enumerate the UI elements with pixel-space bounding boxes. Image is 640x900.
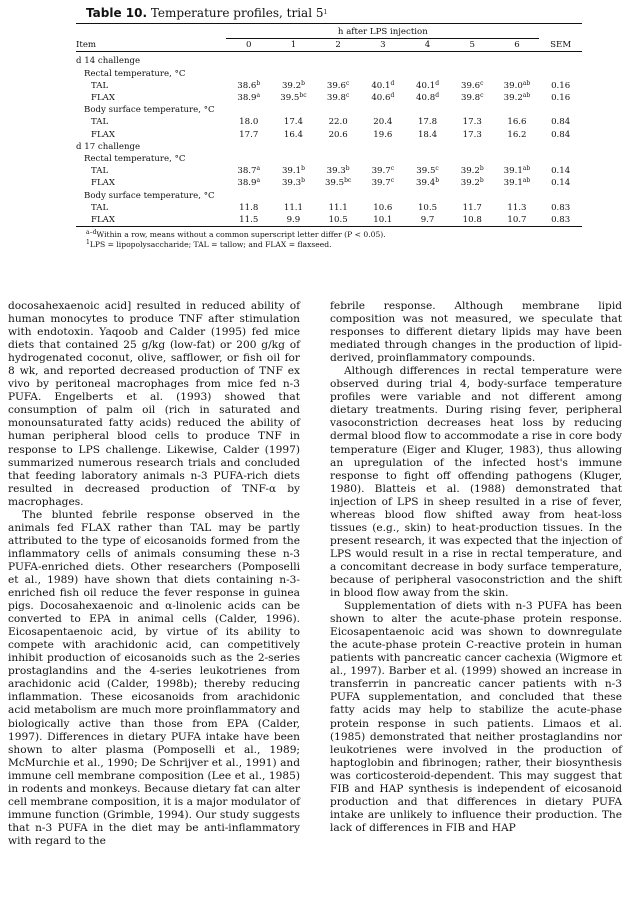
hour-header-4: 4 bbox=[424, 40, 431, 51]
value-superscript: d bbox=[435, 92, 440, 100]
measure-label: Body surface temperature, °C bbox=[84, 105, 215, 116]
hour-header-1: 1 bbox=[290, 40, 297, 51]
hour-header-3: 3 bbox=[380, 40, 386, 51]
paragraph: Although differences in rectal temperature were observed during trial 4, body-surface temperature profiles were variable and not different among dietary treatments. During rising fever, peripheral vasoconstriction decreases heat loss by reducing dermal blood flow to accommodate a rise in core body temperature (Eiger and Kluger, 1983), thus allowing an upregulation of the infected host's immune response to fight off offending pathogens (Kluger, 1980). Blatteis et al. (1988) demonstrated that injection of LPS in sheep resulted in a rise of fever, whereas blood flow shifted away from heat-loss tissues (e.g., skin) to heat-production tissues. In the present research, it was expected that the injection of LPS would result in a rise in rectal temperature, and a concomitant decrease in body surface temperature, because of peripheral vasoconstriction and the shift in blood flow away from the skin. bbox=[330, 365, 622, 600]
diet-label: TAL bbox=[91, 117, 109, 128]
value-cell bbox=[450, 165, 495, 177]
value-number: 38.9 bbox=[237, 178, 257, 189]
item-header: Item bbox=[76, 40, 97, 51]
sem-value: 0.84 bbox=[551, 117, 571, 128]
value-cell bbox=[450, 129, 495, 141]
table-title-text: Temperature profiles, trial 5 bbox=[150, 6, 324, 20]
value-number: 39.5 bbox=[280, 93, 300, 104]
value-cell bbox=[450, 92, 495, 104]
value-number: 17.8 bbox=[417, 117, 438, 128]
sem-value: 0.16 bbox=[551, 93, 571, 104]
value-number: 39.3 bbox=[281, 178, 302, 189]
value-number: 17.4 bbox=[283, 117, 303, 128]
value-cell bbox=[226, 92, 271, 104]
value-number: 39.6 bbox=[326, 80, 347, 91]
value-number: 10.8 bbox=[462, 215, 482, 226]
value-number: 39.7 bbox=[371, 166, 391, 177]
section-heading: d 14 challenge bbox=[76, 56, 141, 67]
value-number: 38.9 bbox=[237, 93, 257, 104]
hour-header-6: 6 bbox=[514, 40, 520, 51]
value-number: 20.4 bbox=[373, 117, 393, 128]
value-superscript: ab bbox=[522, 79, 531, 87]
measure-label: Rectal temperature, °C bbox=[84, 154, 186, 165]
sem-value: 0.84 bbox=[551, 129, 571, 140]
value-cell bbox=[271, 177, 316, 189]
value-superscript: c bbox=[435, 165, 439, 173]
table-grid bbox=[76, 24, 582, 226]
diet-label: TAL bbox=[91, 166, 109, 177]
sem-value: 0.83 bbox=[551, 215, 571, 226]
value-number: 11.7 bbox=[462, 202, 482, 213]
value-number: 18.4 bbox=[417, 129, 438, 140]
table-row bbox=[76, 202, 582, 214]
value-number: 39.5 bbox=[416, 166, 436, 177]
value-cell bbox=[226, 129, 271, 141]
value-superscript: d bbox=[435, 79, 440, 87]
section-row bbox=[76, 141, 582, 153]
section-row bbox=[76, 52, 582, 68]
table-title bbox=[86, 6, 582, 21]
value-number: 16.6 bbox=[507, 117, 527, 128]
measure-row bbox=[76, 68, 582, 80]
value-number: 39.2 bbox=[503, 93, 523, 104]
footnote-2-text: LPS = lipopolysaccharide; TAL = tallow; and FLAX = flaxseed. bbox=[89, 240, 332, 250]
value-number: 10.1 bbox=[373, 215, 393, 226]
value-number: 39.1 bbox=[503, 178, 523, 189]
footnote-1-mark: a–d bbox=[86, 229, 97, 237]
value-number: 39.1 bbox=[503, 166, 523, 177]
table-row bbox=[76, 129, 582, 141]
measure-label: Body surface temperature, °C bbox=[84, 190, 215, 201]
footnote-1-text: Within a row, means without a common superscript letter differ (P < 0.05). bbox=[96, 230, 386, 240]
value-cell bbox=[226, 116, 271, 128]
value-cell bbox=[450, 177, 495, 189]
value-number: 39.2 bbox=[460, 178, 480, 189]
value-cell bbox=[271, 214, 316, 226]
table-row bbox=[76, 92, 582, 104]
sem-value: 0.16 bbox=[551, 80, 571, 91]
table-row bbox=[76, 80, 582, 92]
value-cell bbox=[271, 129, 316, 141]
hour-header-2: 2 bbox=[335, 40, 341, 51]
table-bottom-rule bbox=[76, 226, 582, 227]
table-footnote-2 bbox=[76, 240, 582, 250]
diet-label: TAL bbox=[91, 80, 109, 91]
value-number: 39.7 bbox=[371, 178, 391, 189]
value-cell bbox=[495, 214, 540, 226]
value-number: 9.9 bbox=[286, 215, 301, 226]
value-number: 39.2 bbox=[281, 80, 302, 91]
measure-row bbox=[76, 190, 582, 202]
value-number: 11.3 bbox=[507, 202, 527, 213]
value-cell bbox=[360, 129, 405, 141]
value-number: 38.6 bbox=[237, 80, 257, 91]
value-cell bbox=[271, 202, 316, 214]
measure-row bbox=[76, 153, 582, 165]
value-cell bbox=[226, 202, 271, 214]
value-cell bbox=[360, 80, 405, 92]
right-text-column bbox=[330, 300, 622, 835]
sem-value: 0.83 bbox=[551, 202, 571, 213]
value-cell bbox=[360, 177, 405, 189]
value-cell bbox=[360, 116, 405, 128]
value-superscript: bc bbox=[344, 177, 352, 185]
value-number: 16.2 bbox=[507, 129, 527, 140]
diet-label: FLAX bbox=[91, 129, 115, 140]
value-cell bbox=[316, 80, 361, 92]
value-cell bbox=[405, 177, 450, 189]
value-cell bbox=[271, 80, 316, 92]
value-cell bbox=[495, 177, 540, 189]
table-row bbox=[76, 165, 582, 177]
hour-header-5: 5 bbox=[469, 40, 475, 51]
value-number: 9.7 bbox=[420, 215, 435, 226]
value-number: 39.0 bbox=[503, 80, 523, 91]
value-superscript: ab bbox=[522, 177, 531, 185]
value-number: 11.5 bbox=[239, 215, 259, 226]
value-cell bbox=[226, 214, 271, 226]
value-cell bbox=[316, 177, 361, 189]
table-label: Table 10. bbox=[86, 6, 148, 20]
value-cell bbox=[405, 214, 450, 226]
value-cell bbox=[226, 80, 271, 92]
measure-row bbox=[76, 104, 582, 116]
diet-label: TAL bbox=[91, 202, 109, 213]
left-text-column bbox=[8, 300, 300, 848]
value-cell bbox=[271, 165, 316, 177]
value-number: 19.6 bbox=[373, 129, 393, 140]
value-number: 39.8 bbox=[460, 93, 481, 104]
value-superscript: b bbox=[301, 165, 305, 173]
value-cell bbox=[316, 165, 361, 177]
value-cell bbox=[450, 202, 495, 214]
table-row bbox=[76, 116, 582, 128]
value-superscript: c bbox=[346, 79, 350, 87]
value-number: 39.4 bbox=[416, 178, 436, 189]
sem-value: 0.14 bbox=[551, 166, 571, 177]
value-number: 39.6 bbox=[460, 80, 481, 91]
sem-header: SEM bbox=[550, 40, 572, 51]
value-number: 40.8 bbox=[416, 93, 436, 104]
value-superscript: a bbox=[256, 92, 261, 100]
measure-label: Rectal temperature, °C bbox=[84, 68, 186, 79]
value-number: 18.0 bbox=[239, 117, 259, 128]
value-number: 11.8 bbox=[239, 202, 259, 213]
value-cell bbox=[226, 177, 271, 189]
section-heading: d 17 challenge bbox=[76, 141, 141, 152]
value-cell bbox=[405, 116, 450, 128]
value-cell bbox=[316, 92, 361, 104]
value-superscript: d bbox=[390, 79, 395, 87]
value-cell bbox=[360, 202, 405, 214]
diet-label: FLAX bbox=[91, 93, 115, 104]
value-cell bbox=[495, 116, 540, 128]
value-number: 40.1 bbox=[371, 80, 391, 91]
value-cell bbox=[495, 165, 540, 177]
value-superscript: b bbox=[301, 177, 305, 185]
value-number: 40.1 bbox=[416, 80, 436, 91]
value-superscript: b bbox=[256, 79, 261, 87]
value-superscript: b bbox=[301, 79, 305, 87]
value-cell bbox=[316, 202, 361, 214]
value-superscript: b bbox=[479, 165, 484, 173]
value-number: 22.0 bbox=[328, 117, 348, 128]
value-number: 38.7 bbox=[237, 166, 257, 177]
value-superscript: ab bbox=[522, 165, 531, 173]
value-number: 17.3 bbox=[462, 117, 482, 128]
value-number: 20.6 bbox=[328, 129, 348, 140]
value-number: 11.1 bbox=[328, 202, 348, 213]
value-cell bbox=[405, 92, 450, 104]
value-superscript: ab bbox=[522, 92, 531, 100]
paragraph: The blunted febrile response observed in the animals fed FLAX rather than TAL may be partly attributed to the type of eicosanoids formed from the inflammatory cells of animals consuming these n-3 PUFA-enriched diets. Other researchers (Pomposelli et al., 1989) have shown that diets containing n-3-enriched fish oil reduce the fever response in guinea pigs. Docosahexaenoic and α-linolenic acids can be converted to EPA in animal cells (Calder, 1996). Eicosapentaenoic acid, by virtue of its ability to compete with arachidonic acid, can competitively inhibit production of eicosanoids such as the 2-series prostaglandins and the 4-series leukotrienes from arachidonic acid (Calder, 1998b); thereby reducing inflammation. These eicosanoids from arachidonic acid metabolism are much more proinflammatory and biologically active than those from EPA (Calder, 1997). Differences in dietary PUFA intake have been shown to alter plasma (Pomposelli et al., 1989; McMurchie et al., 1990; De Schrijver et al., 1991) and immune cell membrane composition (Lee et al., 1985) in rodents and monkeys. Because dietary fat can alter cell membrane composition, it is a major modulator of immune function (Grimble, 1994). Our study suggests that n-3 PUFA in the diet may be anti-inflammatory with regard to the bbox=[8, 508, 300, 847]
value-superscript: c bbox=[390, 165, 395, 173]
value-cell bbox=[495, 80, 540, 92]
value-number: 10.5 bbox=[328, 215, 348, 226]
value-cell bbox=[405, 165, 450, 177]
value-cell bbox=[405, 202, 450, 214]
value-cell bbox=[495, 202, 540, 214]
value-cell bbox=[316, 214, 361, 226]
paragraph: docosahexaenoic acid] resulted in reduced ability of human monocytes to produce TNF after stimulation with endotoxin. Yaqoob and Calder (1995) fed mice diets that contained 25 g/kg (low-fat) or 200 g/kg of hydrogenated coconut, olive, safflower, or fish oil for 8 wk, and reported decreased production of TNF ex vivo by peritoneal macrophages from mice fed n-3 PUFA. Engelberts et al. (1993) showed that consumption of palm oil (rich in saturated and monounsaturated fatty acids) reduced the ability of human peripheral blood cells to produce TNF in response to LPS challenge. Likewise, Calder (1997) summarized numerous research trials and concluded that feeding laboratory animals n-3 PUFA-rich diets resulted in decreased production of TNF-α by macrophages. bbox=[8, 300, 300, 508]
value-cell bbox=[450, 80, 495, 92]
value-superscript: c bbox=[390, 177, 395, 185]
value-cell bbox=[360, 214, 405, 226]
group-header: h after LPS injection bbox=[226, 26, 539, 39]
value-cell bbox=[360, 92, 405, 104]
value-superscript: b bbox=[435, 177, 440, 185]
value-superscript: c bbox=[480, 92, 484, 100]
value-cell bbox=[450, 214, 495, 226]
value-superscript: d bbox=[390, 92, 395, 100]
value-superscript: a bbox=[256, 177, 261, 185]
table-row bbox=[76, 177, 582, 189]
value-superscript: a bbox=[256, 165, 261, 173]
table-title-footnote-mark: 1 bbox=[323, 9, 328, 16]
value-number: 16.4 bbox=[283, 129, 303, 140]
value-number: 39.2 bbox=[460, 166, 480, 177]
diet-label: FLAX bbox=[91, 178, 115, 189]
table-row bbox=[76, 214, 582, 226]
value-cell bbox=[226, 165, 271, 177]
value-number: 39.1 bbox=[281, 166, 302, 177]
value-number: 17.7 bbox=[239, 129, 259, 140]
value-cell bbox=[450, 116, 495, 128]
paragraph: febrile response. Although membrane lipid composition was not measured, we speculate that responses to different dietary lipids may have been mediated through changes in the production of lipid-derived, proinflammatory compounds. bbox=[330, 300, 622, 365]
value-number: 10.7 bbox=[507, 215, 527, 226]
value-superscript: b bbox=[345, 165, 350, 173]
value-superscript: c bbox=[480, 79, 484, 87]
value-number: 39.3 bbox=[326, 166, 346, 177]
value-number: 39.8 bbox=[326, 93, 347, 104]
footnote-2-mark: 1 bbox=[86, 239, 90, 247]
value-cell bbox=[316, 116, 361, 128]
value-cell bbox=[495, 129, 540, 141]
temperature-table bbox=[76, 6, 582, 250]
value-number: 10.6 bbox=[373, 202, 393, 213]
value-superscript: c bbox=[346, 92, 350, 100]
value-cell bbox=[495, 92, 540, 104]
value-cell bbox=[405, 80, 450, 92]
table-footnote-1 bbox=[76, 230, 582, 240]
value-number: 10.5 bbox=[417, 202, 438, 213]
value-cell bbox=[405, 129, 450, 141]
value-superscript: bc bbox=[299, 92, 307, 100]
value-cell bbox=[271, 92, 316, 104]
hour-header-0: 0 bbox=[245, 40, 252, 51]
paragraph: Supplementation of diets with n-3 PUFA has been shown to alter the acute-phase protein response. Eicosapentaenoic acid was shown to downregulate the acute-phase protein C-reactive protein in human patients with pancreatic cancer cachexia (Wigmore et al., 1997). Barber et al. (1999) showed an increase in transferrin in pancreatic cancer patients with n-3 PUFA supplementation, and concluded that these fatty acids may help to stabilize the acute-phase protein response in such patients. Limaos et al. (1985) demonstrated that neither prostaglandins nor leukotrienes were involved in the production of haptoglobin and fibrinogen; rather, their biosynthesis was corticosteroid-dependent. This may suggest that FIB and HAP synthesis is independent of eicosanoid production and that differences in dietary PUFA intake are unlikely to influence their production. The lack of differences in FIB and HAP bbox=[330, 600, 622, 834]
value-number: 17.3 bbox=[462, 129, 482, 140]
value-cell bbox=[360, 165, 405, 177]
value-number: 11.1 bbox=[283, 202, 303, 213]
value-cell bbox=[271, 116, 316, 128]
sem-value: 0.14 bbox=[551, 178, 571, 189]
value-number: 39.5 bbox=[324, 178, 345, 189]
value-number: 40.6 bbox=[371, 93, 391, 104]
value-cell bbox=[316, 129, 361, 141]
value-superscript: b bbox=[479, 177, 484, 185]
diet-label: FLAX bbox=[91, 215, 115, 226]
